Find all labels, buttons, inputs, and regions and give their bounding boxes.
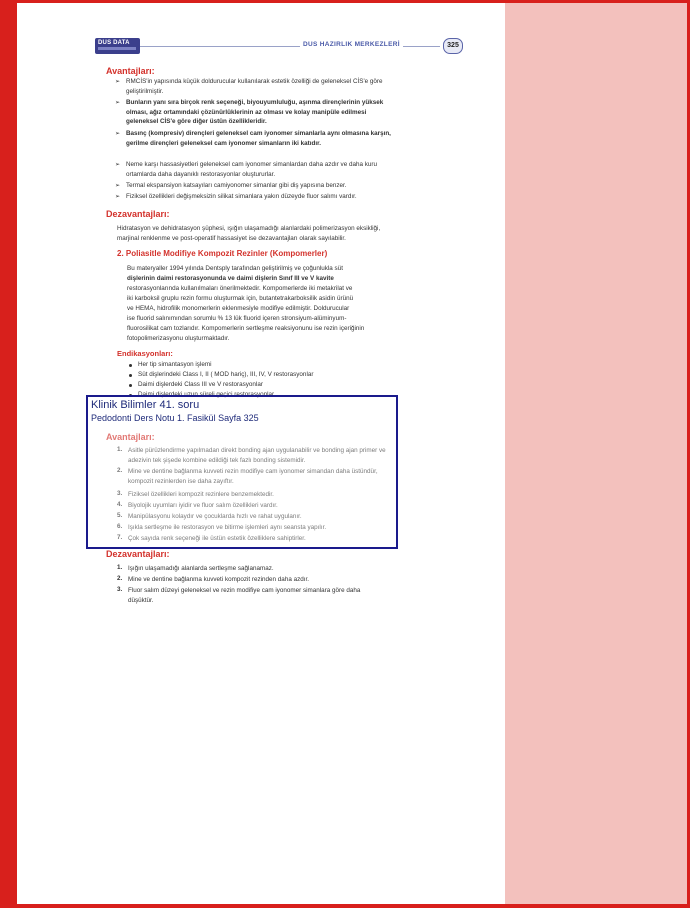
- header-title: DUS HAZIRLIK MERKEZLERİ: [300, 41, 403, 48]
- list-number: 3.: [117, 490, 123, 497]
- kompomer-advantage-item: Manipülasyonu kolaydır ve çocuklarda hızlı ve rahat uygulanır.: [128, 513, 302, 520]
- list-number: 4.: [117, 501, 123, 508]
- advantage-item-2: Bunların yanı sıra birçok renk seçeneği, biyouyumluluğu, aşınma dirençlerinin yüksek olması, ağız ortamındaki çözünürlüklerinin az olması ve kolay manipüle edilmesi geleneksel CİS'e göre diğer üstün özellikleridir.: [126, 99, 384, 125]
- bullet-dot-icon: [129, 364, 132, 367]
- disadvantages-heading-2: Dezavantajları:: [106, 549, 170, 559]
- kompomer-paragraph-line: ise fluorid salınımından sorumlu % 13 lük fluorid içeren stronsiyum-alüminyum-: [127, 315, 347, 322]
- advantages-heading-2: Avantajları:: [106, 432, 155, 442]
- list-number: 3.: [117, 586, 123, 593]
- list-number: 2.: [117, 467, 123, 474]
- arrow-bullet-icon: ➢: [115, 183, 121, 189]
- indications-heading: Endikasyonları:: [117, 349, 173, 358]
- dus-data-logo: [95, 38, 140, 54]
- bullet-dot-icon: [129, 384, 132, 387]
- list-number: 5.: [117, 512, 123, 519]
- page-number: 325: [443, 38, 463, 54]
- kompomer-advantage-item: Biyolojik uyumları iyidir ve fluor salım özellikleri vardır.: [128, 502, 278, 509]
- list-number: 1.: [117, 564, 123, 571]
- list-number: 2.: [117, 575, 123, 582]
- kompomer-paragraph-line: fotopolimerizasyonu oluşturmaktadır.: [127, 335, 230, 342]
- advantage-item-3: Basınç (kompresiv) dirençleri geleneksel cam iyonomer simanlarla aynı olmasına karşın, gerilme dirençleri geleneksel cam iyonomer simanların iki katıdır.: [126, 130, 391, 147]
- background-panel: [505, 0, 690, 908]
- list-number: 6.: [117, 523, 123, 530]
- bullet-dot-icon: [129, 374, 132, 377]
- kompomer-disadvantage-item: Fluor salım düzeyi geleneksel ve rezin modifiye cam iyonomer simanlara göre daha düşüktür.: [128, 587, 361, 604]
- indication-item: Her tip simantasyon işlemi: [138, 361, 212, 368]
- kompomer-advantage-item: Asitle pürüzlendirme yapılmadan direkt bonding ajan uygulanabilir ve bonding ajan primer ve adezivin tek şişede kombine edildiği tek fazlı bonding sistemidir.: [128, 447, 386, 464]
- indication-item: Daimi dişlerdeki Class III ve V restorasyonlar: [138, 381, 263, 388]
- advantage-item-6: Fiziksel özellikleri değişmeksizin silikat simanlara yakın düzeyde fluor salımı vardır.: [126, 193, 357, 200]
- list-number: 7.: [117, 534, 123, 541]
- kompomer-paragraph-line: fluorosilikat cam tozlarıdır. Kompomerlerin sertleşme reaksiyonunu ise rezin içeriğinin: [127, 325, 365, 332]
- kompomer-advantage-item: Fiziksel özellikleri kompozit rezinlere benzemektedir.: [128, 491, 274, 498]
- advantage-item-1: RMCİS'in yapısında küçük doldurucular kullanılarak estetik özelliği de geleneksel CİS'e göre geliştirilmiştir.: [126, 78, 383, 95]
- disadvantages-heading: Dezavantajları:: [106, 209, 170, 219]
- kompomer-paragraph-line: ve HEMA, hidrofilik monomerlerin eklenmesiyle modifiye edilmiştir. Doldurucular: [127, 305, 350, 312]
- arrow-bullet-icon: ➢: [115, 194, 121, 200]
- kompomer-paragraph-line: Bu materyaller 1994 yılında Dentsply tarafından geliştirilmiş ve çoğunlukla süt: [127, 265, 343, 272]
- advantages-heading: Avantajları:: [106, 66, 155, 76]
- indication-item: Daimi dişlerdeki uzun süreli geçici restorasyonlar: [138, 391, 275, 398]
- kompomer-advantage-item: Işıkla sertleşme ile restorasyon ve bitirme işlemleri aynı seansta yapılır.: [128, 524, 327, 531]
- kompomer-paragraph-line: iki karboksil gruplu rezin formu oluşturmak için, butantetrakarboksilik asidin ürünü: [127, 295, 354, 302]
- logo-text: DUS DATA: [98, 40, 130, 46]
- arrow-bullet-icon: ➢: [115, 162, 121, 168]
- arrow-bullet-icon: ➢: [115, 100, 121, 106]
- section-heading-kompomerler: 2. Poliasitle Modifiye Kompozit Rezinler (Kompomerler): [117, 249, 328, 258]
- arrow-bullet-icon: ➢: [115, 131, 121, 137]
- annotation-box: [86, 395, 398, 549]
- kompomer-advantage-item: Mine ve dentine bağlanma kuvveti rezin modifiye cam iyonomer simandan daha üstündür, kompozit rezinlerden ise daha zayıftır.: [128, 468, 378, 485]
- annotation-title: Klinik Bilimler 41. soru: [91, 399, 200, 411]
- advantage-item-4: Neme karşı hassasiyetleri geleneksel cam iyonomer simanlardan daha azdır ve daha kuru ortamlarda daha dayanıklı restorasyonlar oluştururlar.: [126, 161, 377, 178]
- kompomer-paragraph-line: dişlerinin daimi restorasyonunda ve daimi dişlerin Sınıf III ve V kavite: [127, 275, 334, 282]
- disadvantages-text: Hidratasyon ve dehidratasyon şüphesi, ışığın ulaşamadığı alanlardaki polimerizasyon eksikliği, marjinal renklenme ve post-operatif hassasiyet ise dezavantajları olarak sayılabilir.: [117, 225, 381, 242]
- indication-item: Süt dişlerindeki Class I, II ( MOD hariç), III, IV, V restorasyonlar: [138, 371, 314, 378]
- kompomer-disadvantage-item: Işığın ulaşamadığı alanlarda sertleşme sağlanamaz.: [128, 565, 274, 572]
- advantage-item-5: Termal ekspansiyon katsayıları camiyonomer simanlar gibi diş yapısına benzer.: [126, 182, 347, 189]
- list-number: 1.: [117, 446, 123, 453]
- kompomer-disadvantage-item: Mine ve dentine bağlanma kuvveti kompozit rezinden daha azdır.: [128, 576, 309, 583]
- annotation-subtitle: Pedodonti Ders Notu 1. Fasikül Sayfa 325: [91, 413, 259, 423]
- logo-bar: [98, 47, 136, 50]
- arrow-bullet-icon: ➢: [115, 79, 121, 85]
- kompomer-advantage-item: Çok sayıda renk seçeneği ile üstün estetik özelliklere sahiptirler.: [128, 535, 306, 542]
- kompomer-paragraph-line: restorasyonlarında kullanılmaları önerilmektedir. Kompomerlerde iki metakrilat ve: [127, 285, 353, 292]
